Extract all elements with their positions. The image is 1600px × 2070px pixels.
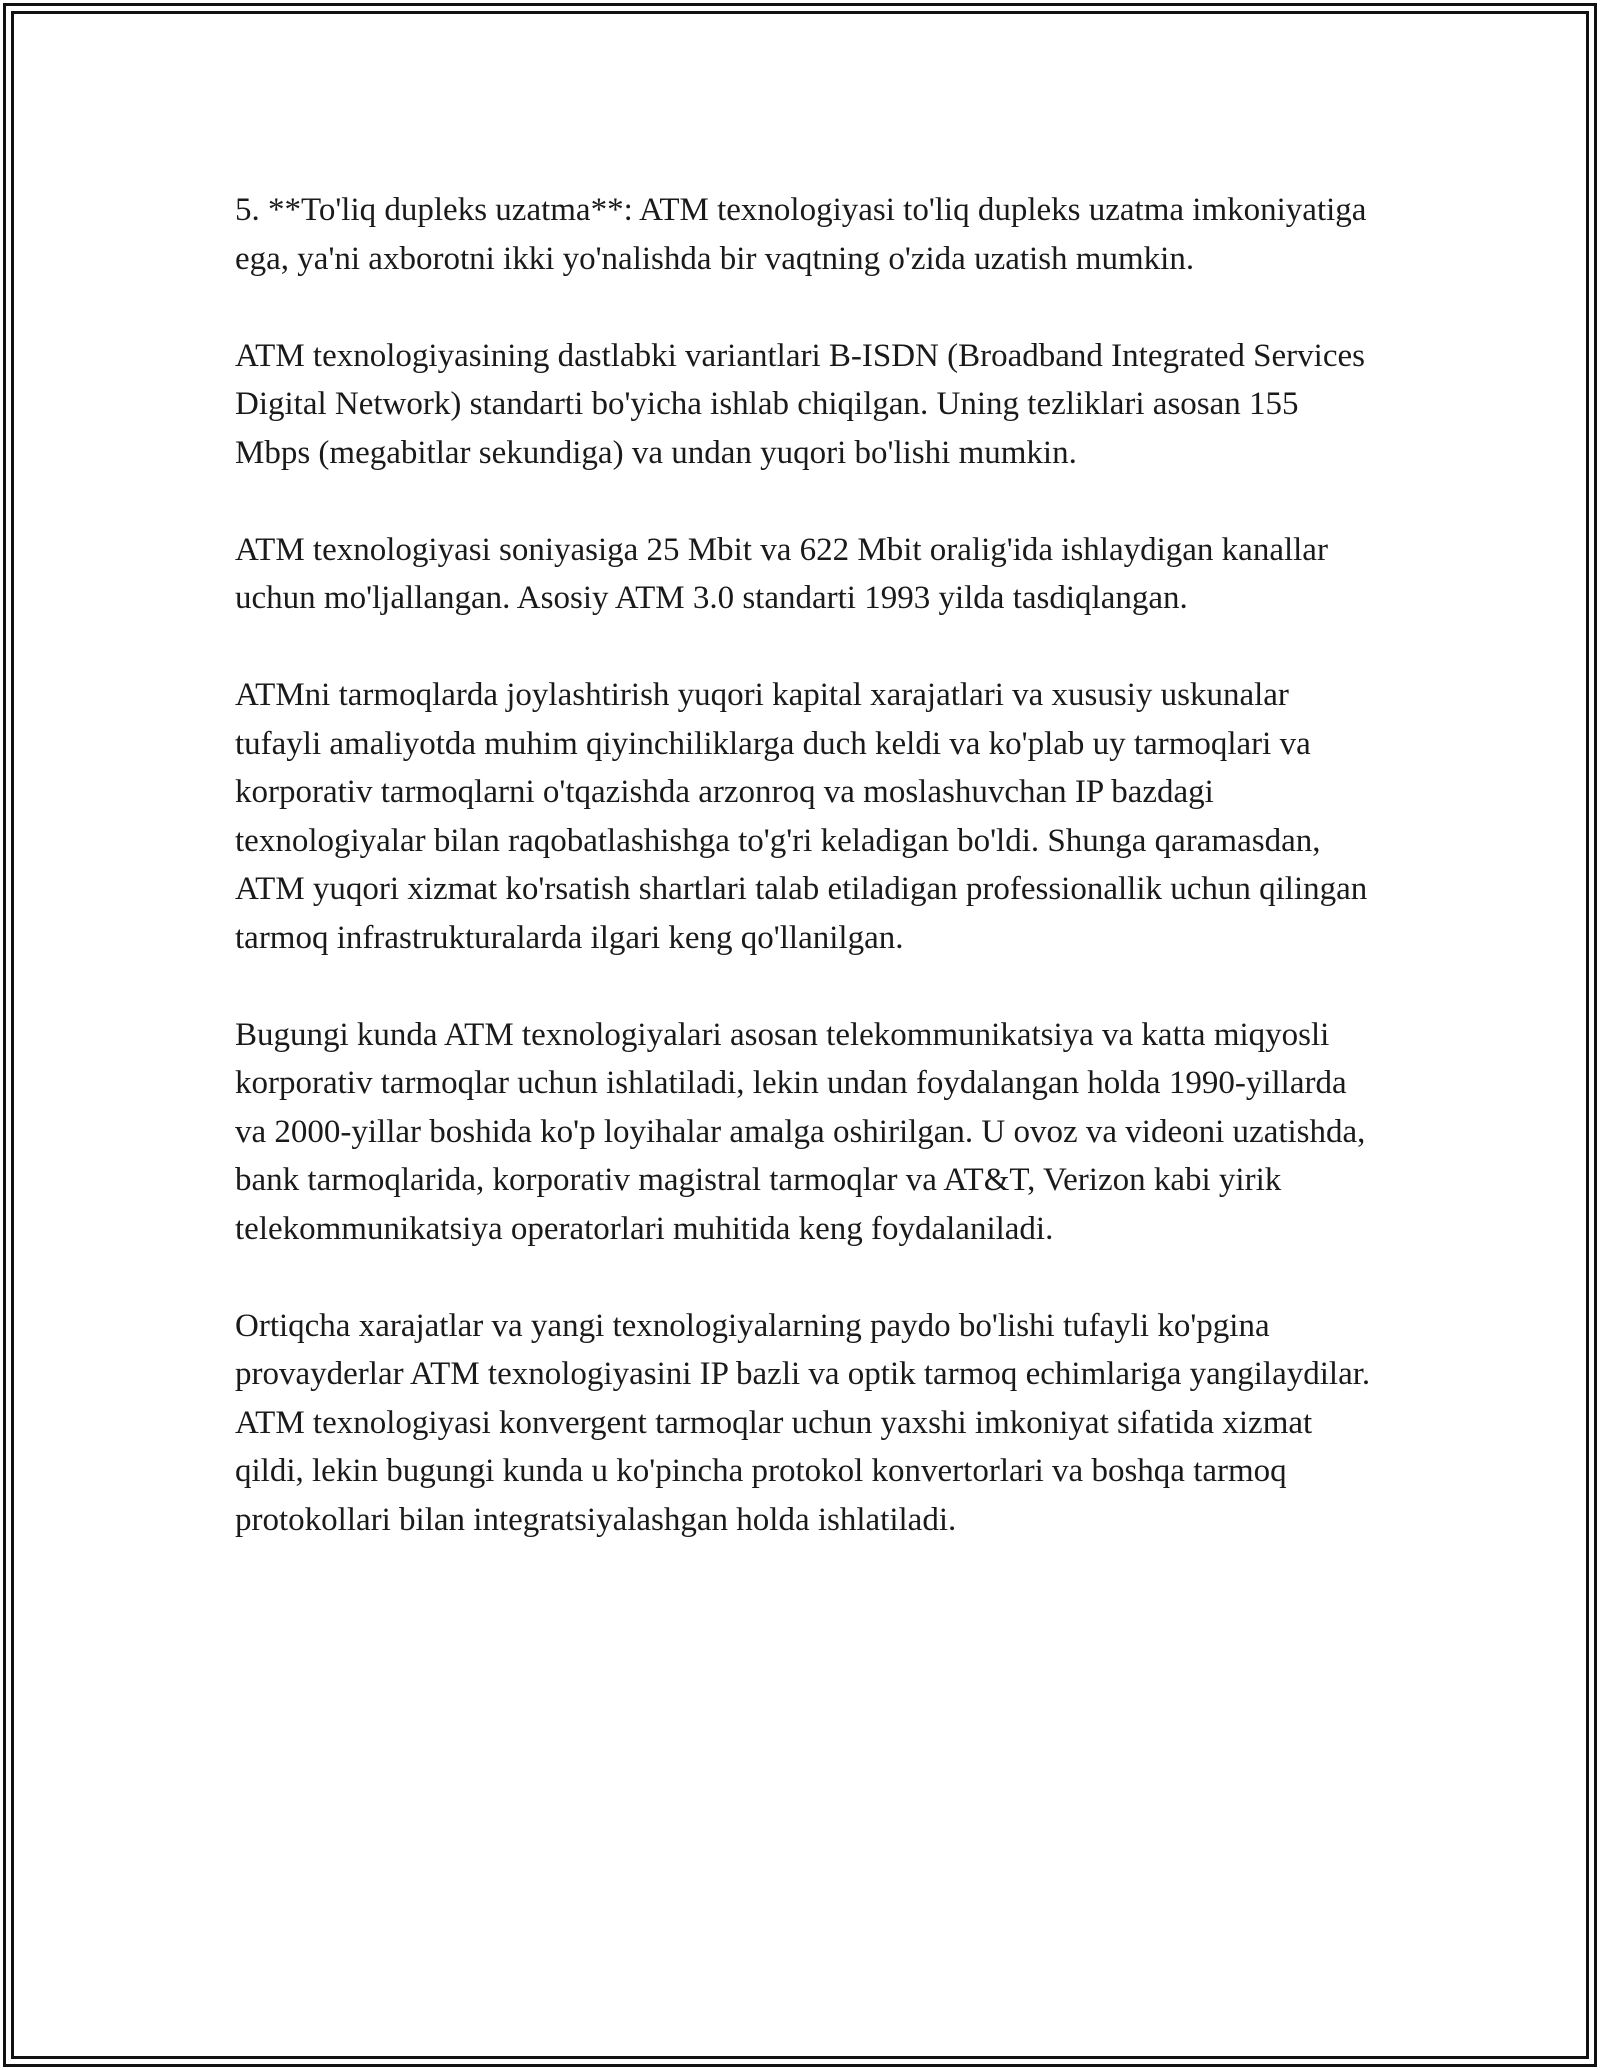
paragraph-current-usage: Bugungi kunda ATM texnologiyalari asosan telekommunikatsiya va katta miqyosli korporativ tarmoqlar uchun ishlatiladi, lekin undan foydalangan holda 1990-yillarda va 2000-yillar boshida ko'p loyihalar amalga oshirilgan. U ovoz va videoni uzatishda, bank tarmoqlarida, korporativ magistral tarmoqlar va AT&T, Verizon kabi yirik telekommunikatsiya operatorlari muhitida keng foydalaniladi. bbox=[235, 1016, 1366, 1247]
paragraph-full-duplex: 5. **To'liq dupleks uzatma**: ATM texnologiyasi to'liq dupleks uzatma imkoniyatiga ega, ya'ni axborotni ikki yo'nalishda bir vaqtning o'zida uzatish mumkin. bbox=[235, 192, 1367, 277]
paragraph-b-isdn: ATM texnologiyasining dastlabki variantlari B-ISDN (Broadband Integrated Services Digital Network) standarti bo'yicha ishlab chiqilgan. Uning tezliklari asosan 155 Mbps (megabitlar sekundiga) va undan yuqori bo'lishi mumkin. bbox=[235, 337, 1365, 471]
paragraph-channel-speeds: ATM texnologiyasi soniyasiga 25 Mbit va 622 Mbit oralig'ida ishlaydigan kanallar uchun mo'ljallangan. Asosiy ATM 3.0 standarti 1993 yilda tasdiqlangan. bbox=[235, 531, 1328, 616]
document-body bbox=[235, 186, 1380, 1593]
paragraph-migration: Ortiqcha xarajatlar va yangi texnologiyalarning paydo bo'lishi tufayli ko'pgina provayderlar ATM texnologiyasini IP bazli va optik tarmoq echimlariga yangilaydilar. ATM texnologiyasi konvergent tarmoqlar uchun yaxshi imkoniyat sifatida xizmat qildi, lekin bugungi kunda u ko'pincha protokol konvertorlari va boshqa tarmoq protokollari bilan integratsiyalashgan holda ishlatiladi. bbox=[235, 1307, 1371, 1538]
paragraph-deployment-challenges: ATMni tarmoqlarda joylashtirish yuqori kapital xarajatlari va xususiy uskunalar tufayli amaliyotda muhim qiyinchiliklarga duch keldi va ko'plab uy tarmoqlari va korporativ tarmoqlarni o'tqazishda arzonroq va moslashuvchan IP bazdagi texnologiyalar bilan raqobatlashishga to'g'ri keladigan bo'ldi. Shunga qaramasdan, ATM yuqori xizmat ko'rsatish shartlari talab etiladigan professionallik uchun qilingan tarmoq infrastrukturalarda ilgari keng qo'llanilgan. bbox=[235, 677, 1368, 956]
